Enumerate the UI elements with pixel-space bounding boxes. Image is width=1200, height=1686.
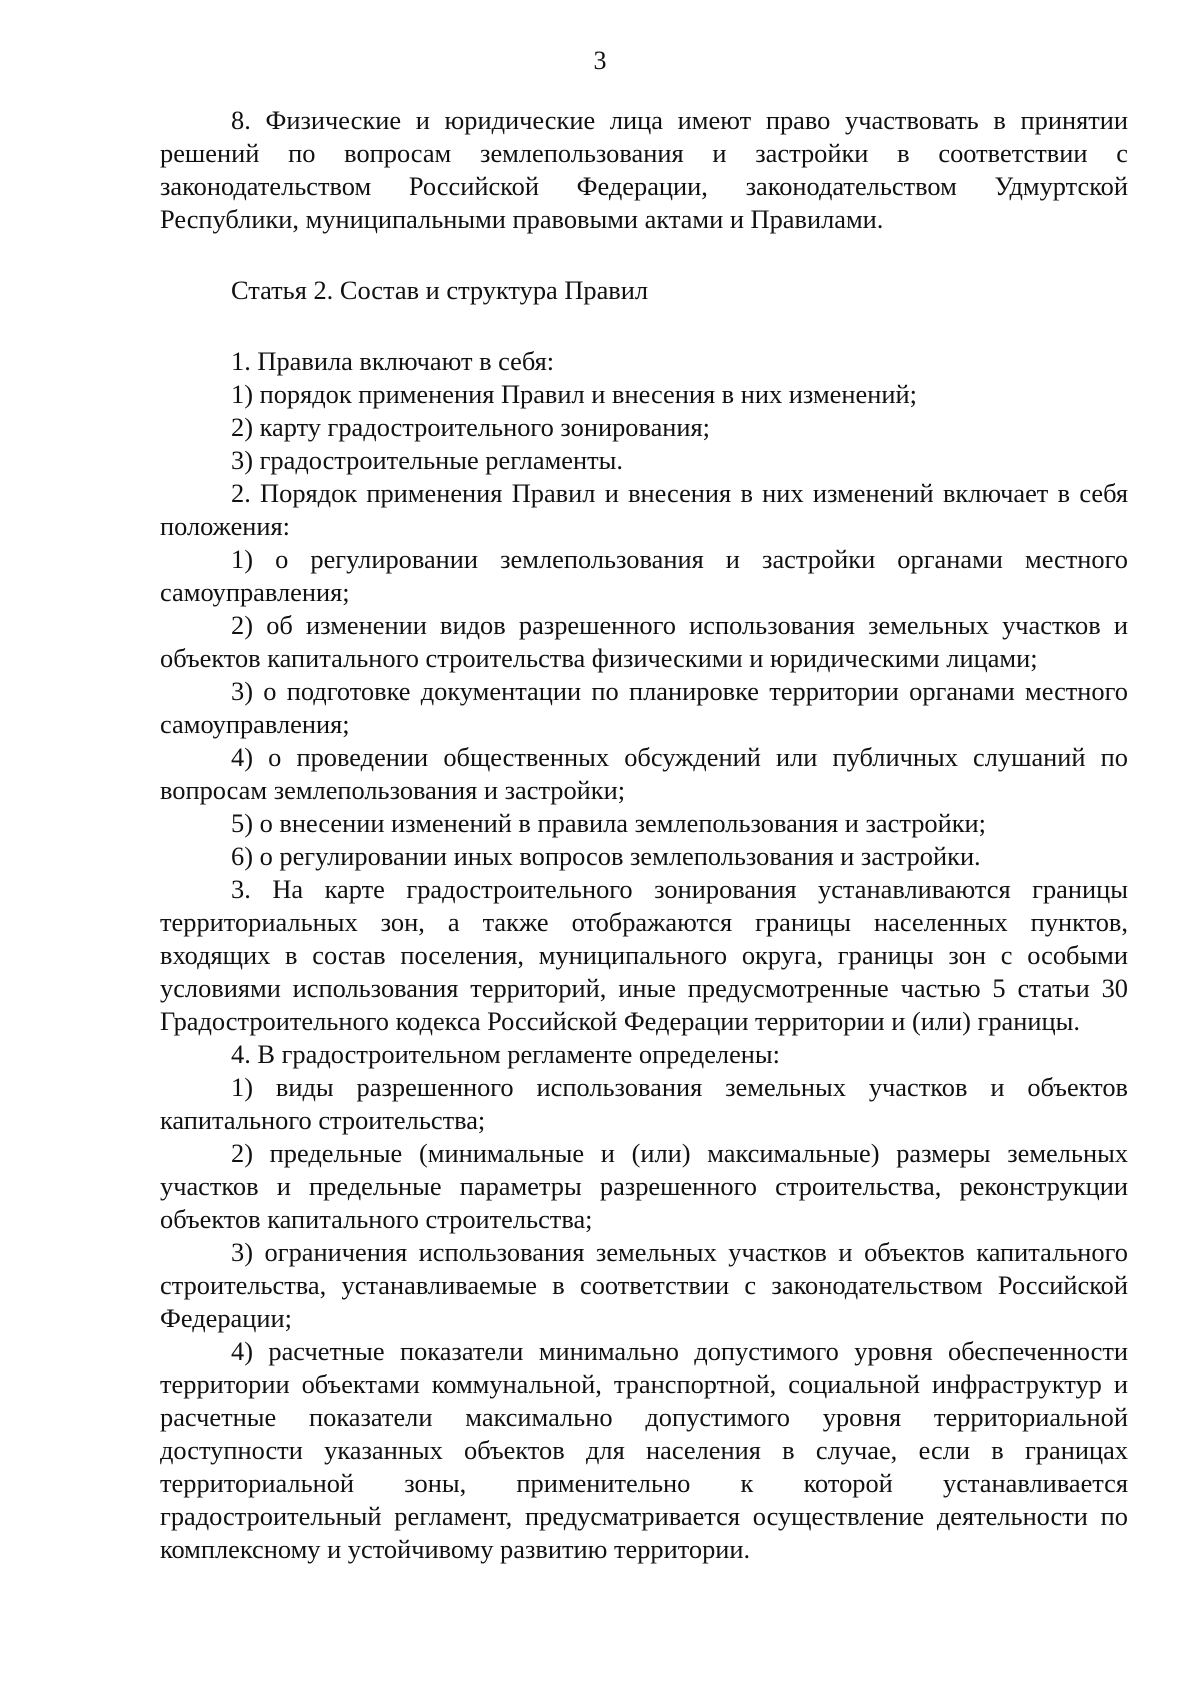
paragraph-2-item-2: 2) об изменении видов разрешенного использования земельных участков и объектов капитального строительства физическими и юридическими лицами; [160,610,1128,673]
paragraph-1-item-2: 2) карту градостроительного зонирования; [231,412,711,442]
paragraph-2-item-1: 1) о регулировании землепользования и застройки органами местного самоуправления; [160,544,1128,607]
paragraph-4-item-1: 1) виды разрешенного использования земельных участков и объектов капитального строительства; [160,1072,1128,1135]
paragraph-4-item-4: 4) расчетные показатели минимально допустимого уровня обеспеченности территории объектами коммунальной, транспортной, социальной инфраструктур и расчетные показатели максимально допустимого уровня территориальной доступности указанных объектов для населения в случае, если в границах территориальной зоны, применительно к которой устанавливается градостроительный регламент, предусматривается осуществление деятельности по комплексному и устойчивому развитию территории. [160,1336,1128,1564]
paragraph-2-item-5: 5) о внесении изменений в правила землепользования и застройки; [231,808,986,838]
paragraph-2: 2. Порядок применения Правил и внесения в них изменений включает в себя положения: [160,478,1128,541]
paragraph-4-item-2: 2) предельные (минимальные и (или) максимальные) размеры земельных участков и предельные параметры разрешенного строительства, реконструкции объектов капитального строительства; [160,1138,1128,1234]
paragraph-3: 3. На карте градостроительного зонирования устанавливаются границы территориальных зон, а также отображаются границы населенных пунктов, входящих в состав поселения, муниципального округа, границы зон с особыми условиями использования территорий, иные предусмотренные частью 5 статьи 30 Градостроительного кодекса Российской Федерации территории и (или) границы. [160,874,1128,1036]
paragraph-8: 8. Физические и юридические лица имеют право участвовать в принятии решений по вопросам землепользования и застройки в соответствии с законодательством Российской Федерации, законодательством Удмуртской Республики, муниципальными правовыми актами и Правилами. [160,105,1128,234]
paragraph-2-item-6: 6) о регулировании иных вопросов землепользования и застройки. [231,841,981,871]
page-number: 3 [593,46,607,75]
paragraph-1-item-1: 1) порядок применения Правил и внесения в них изменений; [231,379,917,409]
paragraph-2-item-4: 4) о проведении общественных обсуждений или публичных слушаний по вопросам землепользования и застройки; [160,742,1128,805]
document-body [160,104,1128,1566]
paragraph-1-item-3: 3) градостроительные регламенты. [231,445,623,475]
paragraph-4-item-3: 3) ограничения использования земельных участков и объектов капитального строительства, устанавливаемые в соответствии с законодательством Российской Федерации; [160,1237,1128,1333]
article-2-heading: Статья 2. Состав и структура Правил [231,275,649,305]
paragraph-4: 4. В градостроительном регламенте определены: [231,1039,780,1069]
paragraph-1: 1. Правила включают в себя: [231,346,555,376]
paragraph-2-item-3: 3) о подготовке документации по планировке территории органами местного самоуправления; [160,676,1128,739]
